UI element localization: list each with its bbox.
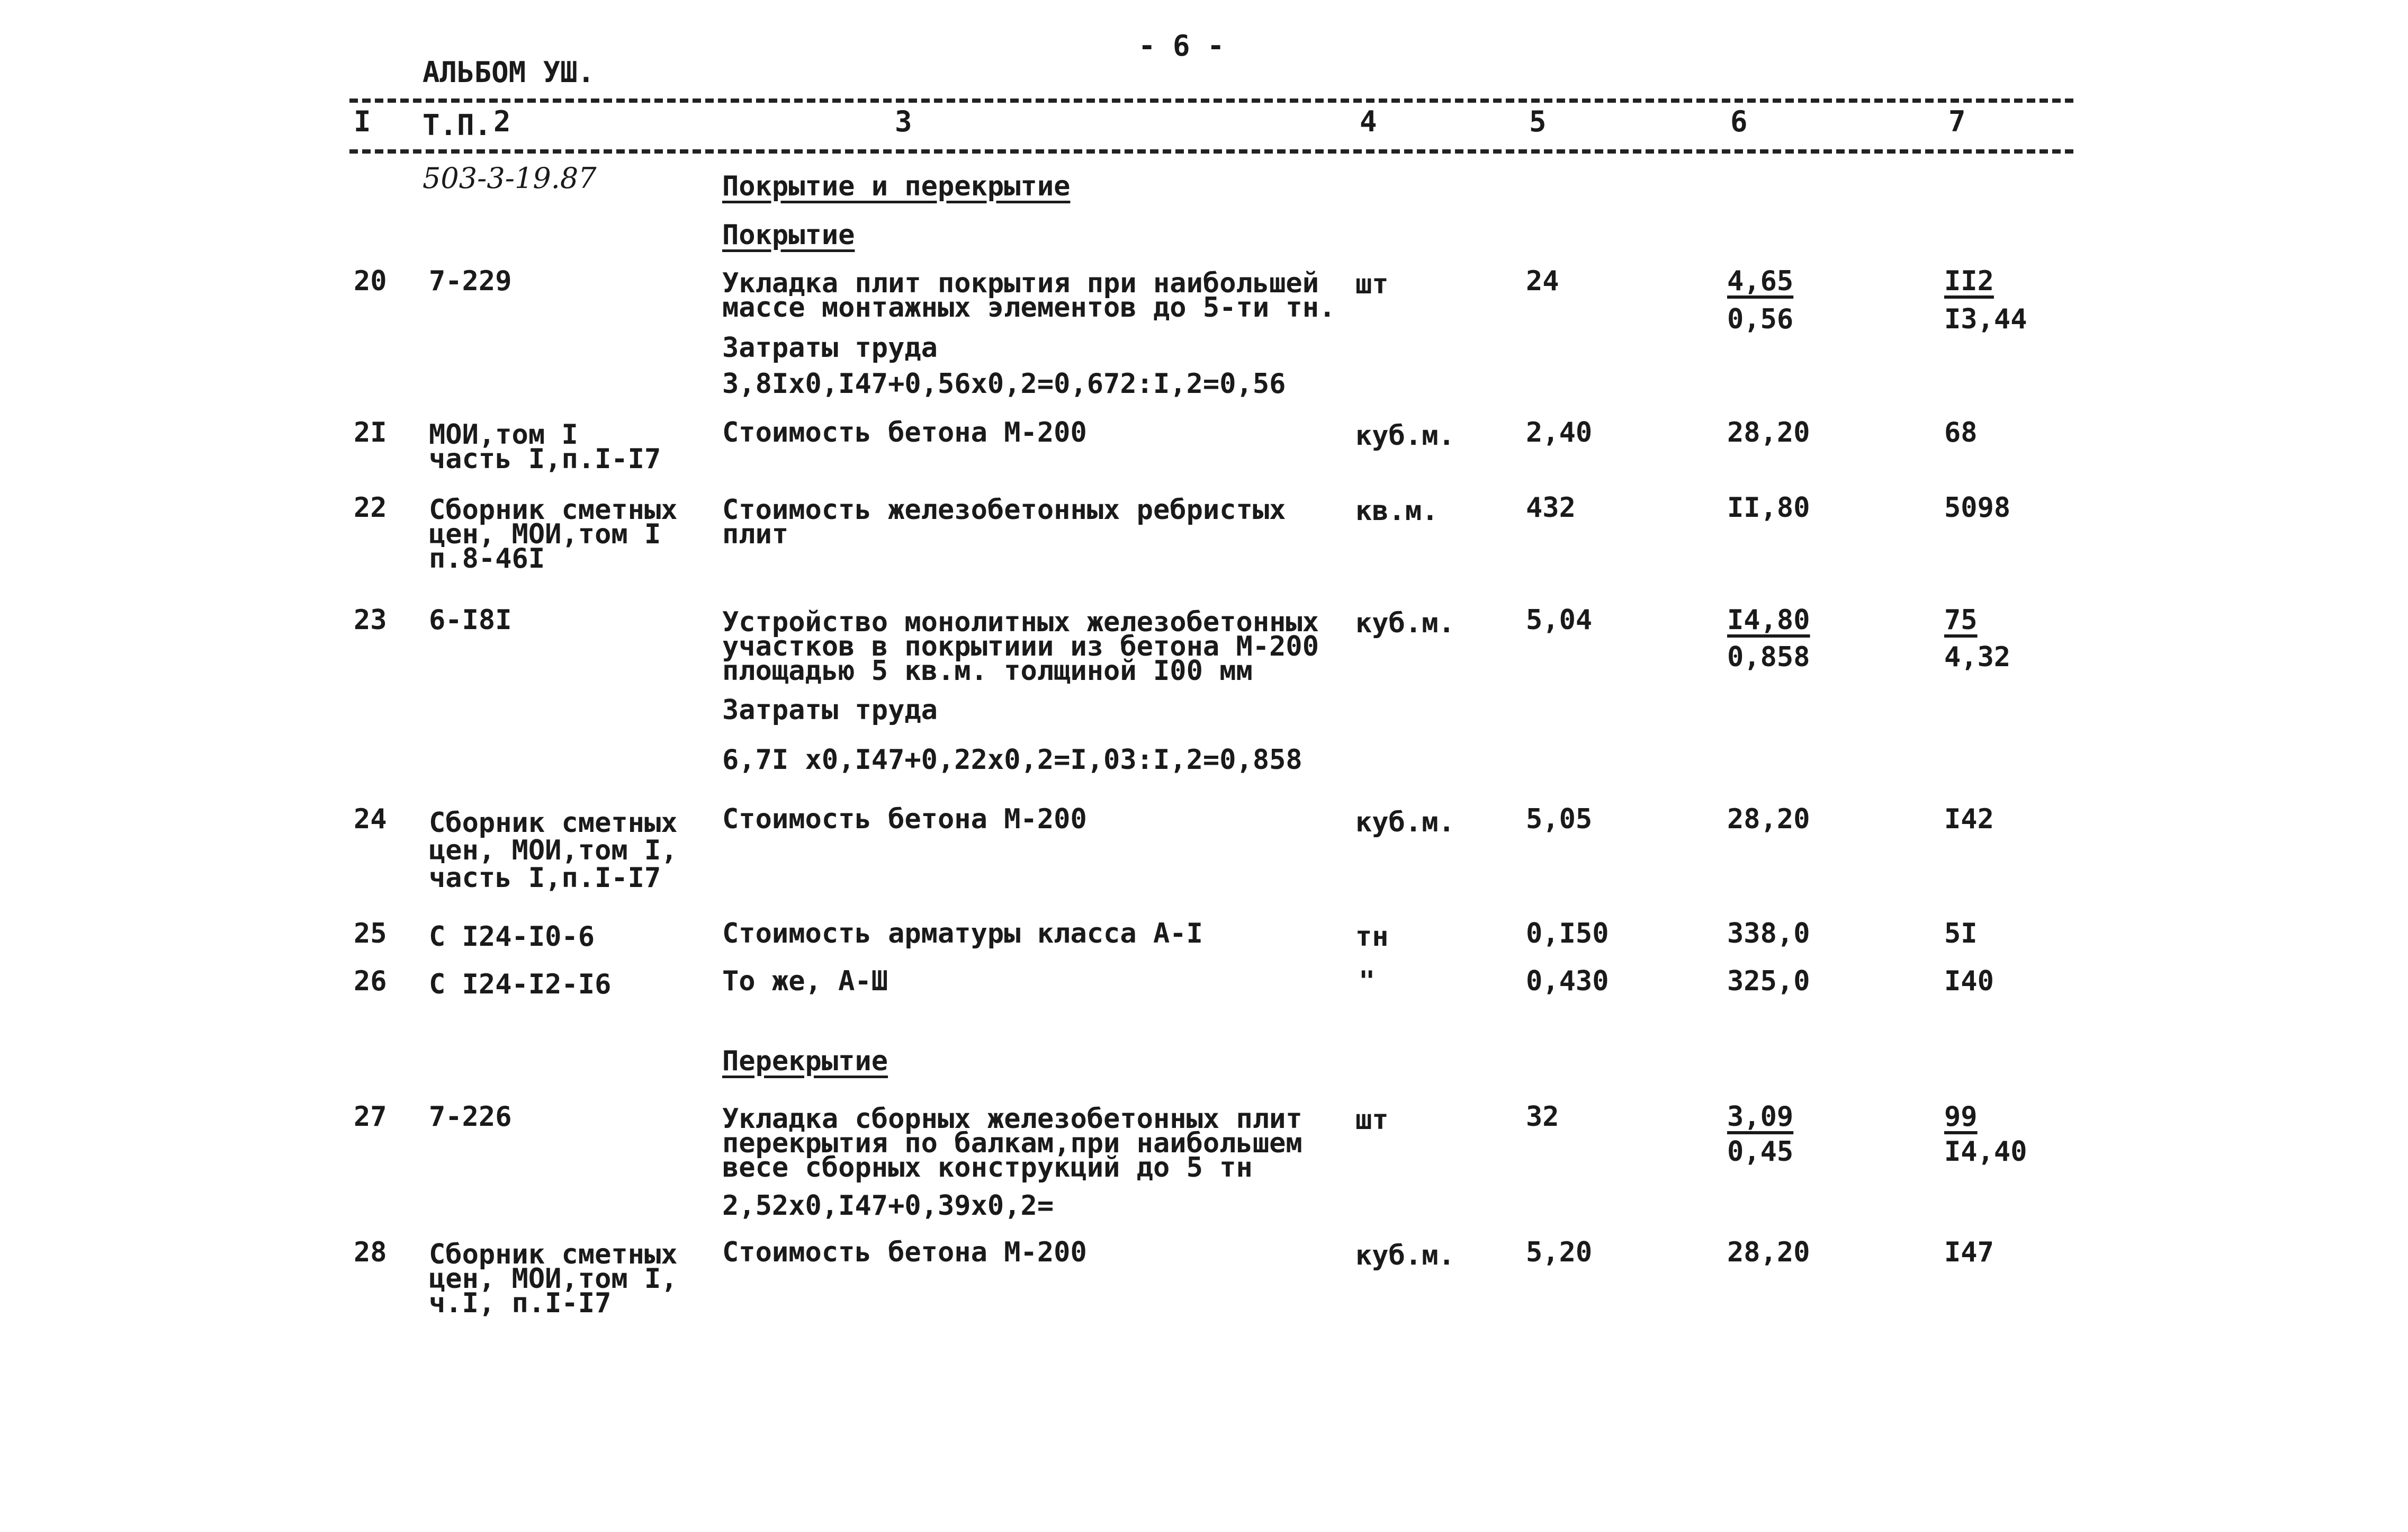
column-number-6: 6 xyxy=(1730,105,1748,138)
row-total-numerator: 99 xyxy=(1944,1101,1978,1133)
row-unit: тн xyxy=(1355,921,1389,953)
row-number: 22 xyxy=(354,492,387,524)
column-number-4: 4 xyxy=(1360,105,1377,138)
row-unit: куб.м. xyxy=(1355,1240,1455,1271)
row-quantity: 2,40 xyxy=(1526,417,1593,449)
row-reference: МОИ,том I часть I,п.I-I7 xyxy=(429,419,661,475)
row-description: Стоимость бетона М-200 xyxy=(722,803,1087,835)
row-unit: кв.м. xyxy=(1355,495,1439,527)
column-number-2: 2 xyxy=(493,105,511,138)
row-number: 23 xyxy=(354,604,387,636)
row-description: Стоимость железобетонных ребристых плит xyxy=(722,494,1286,550)
row-price: 28,20 xyxy=(1727,417,1810,449)
labor-calculation: 2,52x0,I47+0,39x0,2= xyxy=(722,1190,1054,1222)
labor-calculation: 6,7I x0,I47+0,22x0,2=I,03:I,2=0,858 xyxy=(722,744,1302,776)
row-description: Стоимость бетона М-200 xyxy=(722,1237,1087,1268)
row-price-denominator: 0,45 xyxy=(1727,1136,1794,1168)
row-unit: шт xyxy=(1355,268,1389,300)
row-number: 24 xyxy=(354,803,387,835)
row-total-denominator: 4,32 xyxy=(1944,641,2011,673)
row-description: Укладка сборных железобетонных плит перекрытия по балкам,при наибольшем весе сборных конструкций до 5 тн xyxy=(722,1103,1302,1184)
cover-heading: Покрытие xyxy=(722,219,855,251)
row-total-numerator: 75 xyxy=(1944,604,1978,636)
tp-number: 503-3-19.87 xyxy=(423,162,597,195)
page-number: - 6 - xyxy=(1138,29,1225,62)
row-reference: С I24-I0-6 xyxy=(429,921,595,953)
header-dashed-rule xyxy=(349,149,2073,154)
row-total-denominator: I3,44 xyxy=(1944,303,2027,335)
row-reference: Сборник сметных цен, МОИ,том I, ч.I, п.I-I7 xyxy=(429,1239,678,1319)
page-header-left xyxy=(354,33,597,218)
row-number: 20 xyxy=(354,265,387,297)
row-description: То же, А-Ш xyxy=(722,965,888,997)
row-price-denominator: 0,858 xyxy=(1727,641,1810,673)
column-number-1: I xyxy=(354,105,371,138)
row-description: Укладка плит покрытия при наибольшей массе монтажных элементов до 5-ти тн. xyxy=(722,267,1336,324)
row-number: 28 xyxy=(354,1237,387,1268)
column-number-5: 5 xyxy=(1529,105,1547,138)
row-total: 5098 xyxy=(1944,492,2011,524)
row-number: 27 xyxy=(354,1101,387,1133)
row-total: I47 xyxy=(1944,1237,1994,1268)
row-number: 2I xyxy=(354,417,387,449)
row-unit: шт xyxy=(1355,1104,1389,1136)
row-quantity: 432 xyxy=(1526,492,1576,524)
tp-label: Т.П. xyxy=(423,109,492,142)
column-number-7: 7 xyxy=(1948,105,1966,138)
row-reference: 6-I8I xyxy=(429,604,512,636)
row-price-numerator: 4,65 xyxy=(1727,265,1794,297)
row-price: 338,0 xyxy=(1727,918,1810,949)
row-quantity: 32 xyxy=(1526,1101,1559,1133)
row-total: I42 xyxy=(1944,803,1994,835)
floor-heading: Перекрытие xyxy=(722,1045,888,1077)
row-total: I40 xyxy=(1944,965,1994,997)
row-price-numerator: 3,09 xyxy=(1727,1101,1794,1133)
row-price: II,80 xyxy=(1727,492,1810,524)
row-total: 68 xyxy=(1944,417,1978,449)
row-reference: Сборник сметных цен, МОИ,том I, часть I,п.I-I7 xyxy=(429,807,678,894)
row-quantity: 0,430 xyxy=(1526,965,1609,997)
row-quantity: 0,I50 xyxy=(1526,918,1609,949)
row-price: 325,0 xyxy=(1727,965,1810,997)
labor-cost-label: Затраты труда xyxy=(722,694,938,726)
row-price-numerator: I4,80 xyxy=(1727,604,1810,636)
row-reference: Сборник сметных цен, МОИ,том I п.8-46I xyxy=(429,494,678,575)
section-heading: Покрытие и перекрытие xyxy=(722,171,1071,202)
row-quantity: 5,05 xyxy=(1526,803,1593,835)
row-total-denominator: I4,40 xyxy=(1944,1136,2027,1168)
row-unit: " xyxy=(1359,965,1376,997)
row-price: 28,20 xyxy=(1727,1237,1810,1268)
labor-cost-label: Затраты труда xyxy=(722,332,938,364)
row-unit: куб.м. xyxy=(1355,807,1455,838)
row-total: 5I xyxy=(1944,918,1978,949)
top-dashed-rule xyxy=(349,98,2073,103)
row-total-numerator: II2 xyxy=(1944,265,1994,297)
row-unit: куб.м. xyxy=(1355,420,1455,452)
row-quantity: 5,04 xyxy=(1526,604,1593,636)
row-unit: куб.м. xyxy=(1355,607,1455,639)
row-reference: С I24-I2-I6 xyxy=(429,969,612,1000)
row-description: Стоимость арматуры класса А-I xyxy=(722,918,1203,949)
row-price: 28,20 xyxy=(1727,803,1810,835)
column-number-3: 3 xyxy=(895,105,912,138)
row-description: Стоимость бетона М-200 xyxy=(722,417,1087,449)
row-reference: 7-226 xyxy=(429,1101,512,1133)
row-quantity: 24 xyxy=(1526,265,1559,297)
row-description: Устройство монолитных железобетонных участков в покрытиии из бетона М-200 площадью 5 кв.м. толщиной I00 мм xyxy=(722,606,1319,687)
album-label: АЛЬБОМ УШ. xyxy=(423,56,595,89)
row-reference: 7-229 xyxy=(429,265,512,297)
row-number: 25 xyxy=(354,918,387,949)
row-number: 26 xyxy=(354,965,387,997)
row-quantity: 5,20 xyxy=(1526,1237,1593,1268)
row-price-denominator: 0,56 xyxy=(1727,303,1794,335)
labor-calculation: 3,8Ix0,I47+0,56x0,2=0,672:I,2=0,56 xyxy=(722,368,1286,400)
